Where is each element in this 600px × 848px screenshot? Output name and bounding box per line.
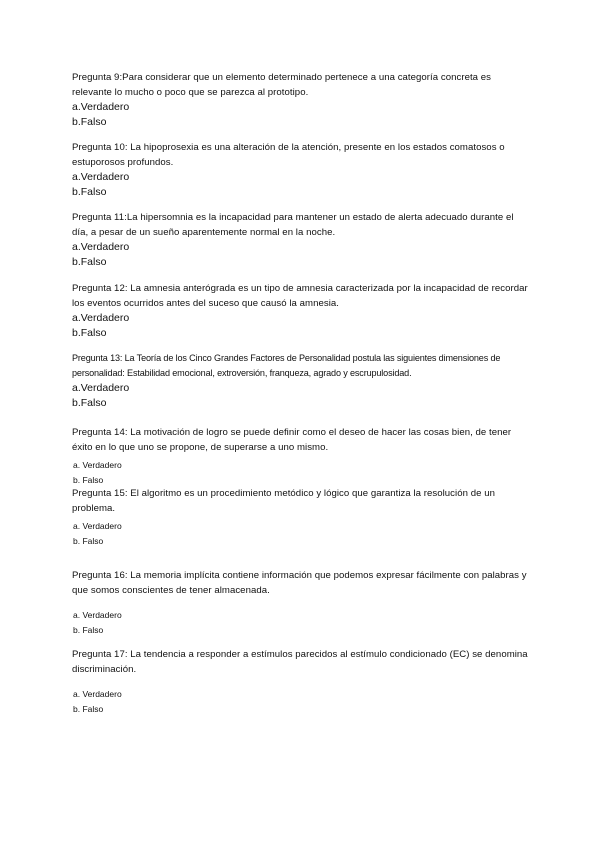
option-a: a.Verdadero <box>72 382 130 394</box>
option-b: b. Falso <box>73 536 104 546</box>
question-text: Pregunta 14: La motivación de logro se puede definir como el deseo de hacer las cosas bien, de tener éxito en lo que uno se propone, de superarse a uno mismo. <box>72 427 512 453</box>
question-block <box>72 210 532 270</box>
question-text: Pregunta 12: La amnesia anterógrada es un tipo de amnesia caracterizada por la incapacidad de recordar los eventos ocurridos antes del suceso que causó la amnesia. <box>72 283 528 309</box>
option-a: a. Verdadero <box>73 460 122 470</box>
question-text: Pregunta 10: La hipoprosexia es una alteración de la atención, presente en los estados comatosos o estuporosos profundos. <box>72 142 505 168</box>
option-a: a. Verdadero <box>73 521 122 531</box>
question-text: Pregunta 15: El algoritmo es un procedimiento metódico y lógico que garantiza la resolución de un problema. <box>72 488 495 514</box>
option-b: b.Falso <box>72 327 107 339</box>
question-text: Pregunta 16: La memoria implícita contiene información que podemos expresar fácilmente con palabras y que somos conscientes de tener almacenada. <box>72 570 527 596</box>
option-b: b. Falso <box>73 475 104 485</box>
option-b: b.Falso <box>72 116 107 128</box>
option-b: b.Falso <box>72 186 107 198</box>
question-block <box>72 140 532 200</box>
question-block <box>72 351 532 411</box>
question-block <box>72 647 532 717</box>
question-text: Pregunta 13: La Teoría de los Cinco Grandes Factores de Personalidad postula las siguientes dimensiones de personalidad: Estabilidad emocional, extroversión, franqueza, agrado y escrupulosidad. <box>72 353 501 378</box>
question-block <box>72 281 532 341</box>
option-a: a.Verdadero <box>72 312 130 324</box>
question-text: Pregunta 11:La hipersomnia es la incapacidad para mantener un estado de alerta adecuado durante el día, a pesar de un sueño aparentemente normal en la noche. <box>72 212 514 238</box>
option-a: a.Verdadero <box>72 171 130 183</box>
question-block <box>72 486 532 549</box>
question-block <box>72 425 532 488</box>
option-a: a. Verdadero <box>73 610 122 620</box>
question-text: Pregunta 17: La tendencia a responder a estímulos parecidos al estímulo condicionado (EC) se denomina discriminación. <box>72 649 528 675</box>
option-a: a. Verdadero <box>73 689 122 699</box>
option-b: b. Falso <box>73 625 104 635</box>
question-block <box>72 70 532 130</box>
option-b: b.Falso <box>72 397 107 409</box>
question-text: Pregunta 9:Para considerar que un elemento determinado pertenece a una categoría concreta es relevante lo mucho o poco que se parezca al prototipo. <box>72 72 491 98</box>
question-block <box>72 568 532 638</box>
option-b: b.Falso <box>72 256 107 268</box>
option-b: b. Falso <box>73 704 104 714</box>
option-a: a.Verdadero <box>72 101 130 113</box>
option-a: a.Verdadero <box>72 241 130 253</box>
